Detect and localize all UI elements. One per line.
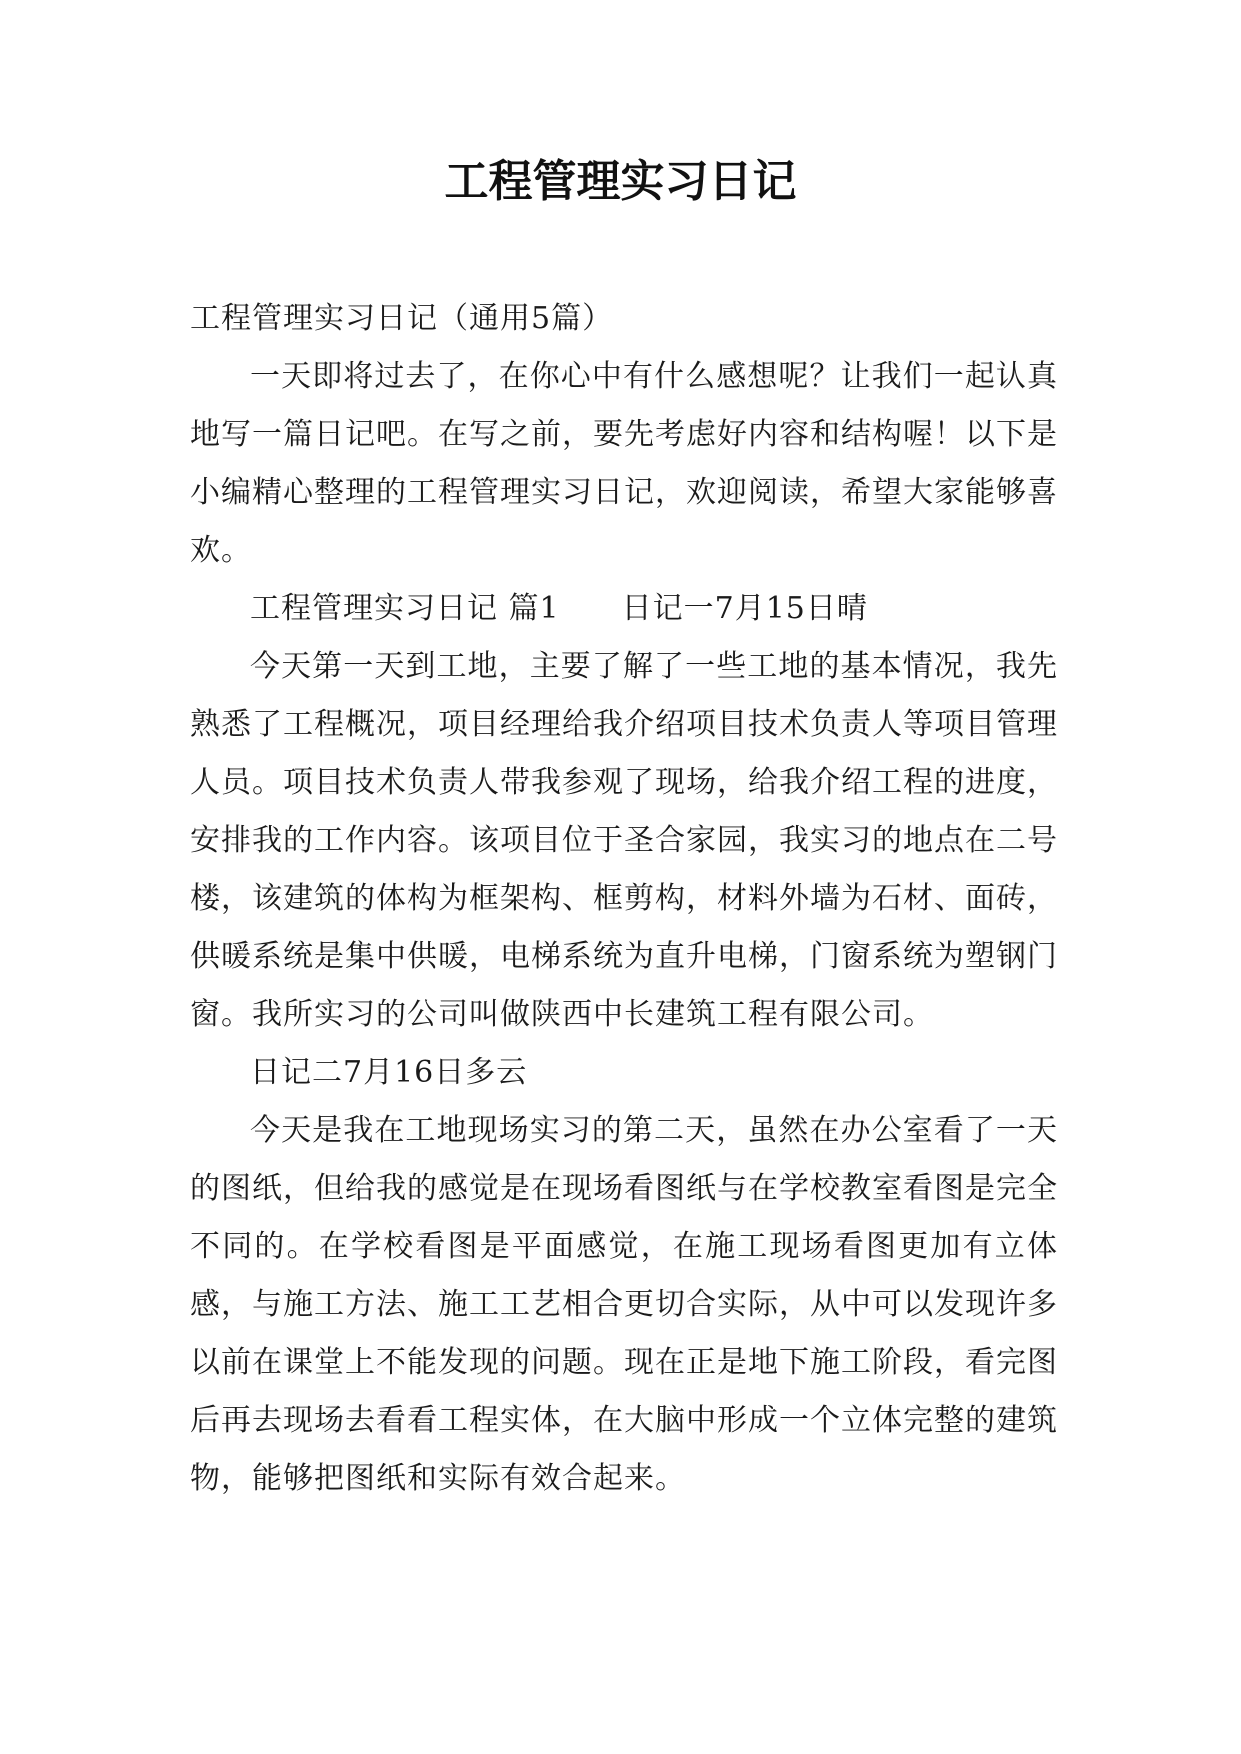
entry-2-paragraph: 今天是我在工地现场实习的第二天，虽然在办公室看了一天的图纸，但给我的感觉是在现场看图纸与在学校教室看图是完全不同的。在学校看图是平面感觉，在施工现场看图更加有立体感，与施工方法、施工工艺相合更切合实际，从中可以发现许多以前在课堂上不能发现的问题。现在正是地下施工阶段，看完图后再去现场去看看工程实体，在大脑中形成一个立体完整的建筑物，能够把图纸和实际有效合起来。 — [190, 1113, 1058, 1496]
section-heading-row — [190, 580, 1058, 638]
document-subtitle: 工程管理实习日记（通用5篇） — [190, 301, 614, 336]
document-title: 工程管理实习日记 — [444, 156, 797, 207]
entry-1-heading: 日记一7月15日晴 — [621, 591, 868, 626]
entry-1-paragraph: 今天第一天到工地，主要了解了一些工地的基本情况，我先熟悉了工程概况，项目经理给我介绍项目技术负责人等项目管理人员。项目技术负责人带我参观了现场，给我介绍工程的进度，安排我的工作内容。该项目位于圣合家园，我实习的地点在二号楼，该建筑的体构为框架构、框剪构，材料外墙为石材、面砖，供暖系统是集中供暖，电梯系统为直升电梯，门窗系统为塑钢门窗。我所实习的公司叫做陕西中长建筑工程有限公司。 — [190, 649, 1058, 1032]
entry-2-heading: 日记二7月16日多云 — [250, 1055, 528, 1090]
section-1-heading: 工程管理实习日记 篇1 — [250, 591, 560, 626]
document-body — [190, 290, 1058, 1508]
intro-paragraph: 一天即将过去了，在你心中有什么感想呢？让我们一起认真地写一篇日记吧。在写之前，要先考虑好内容和结构喔！以下是小编精心整理的工程管理实习日记，欢迎阅读，希望大家能够喜欢。 — [190, 359, 1058, 568]
